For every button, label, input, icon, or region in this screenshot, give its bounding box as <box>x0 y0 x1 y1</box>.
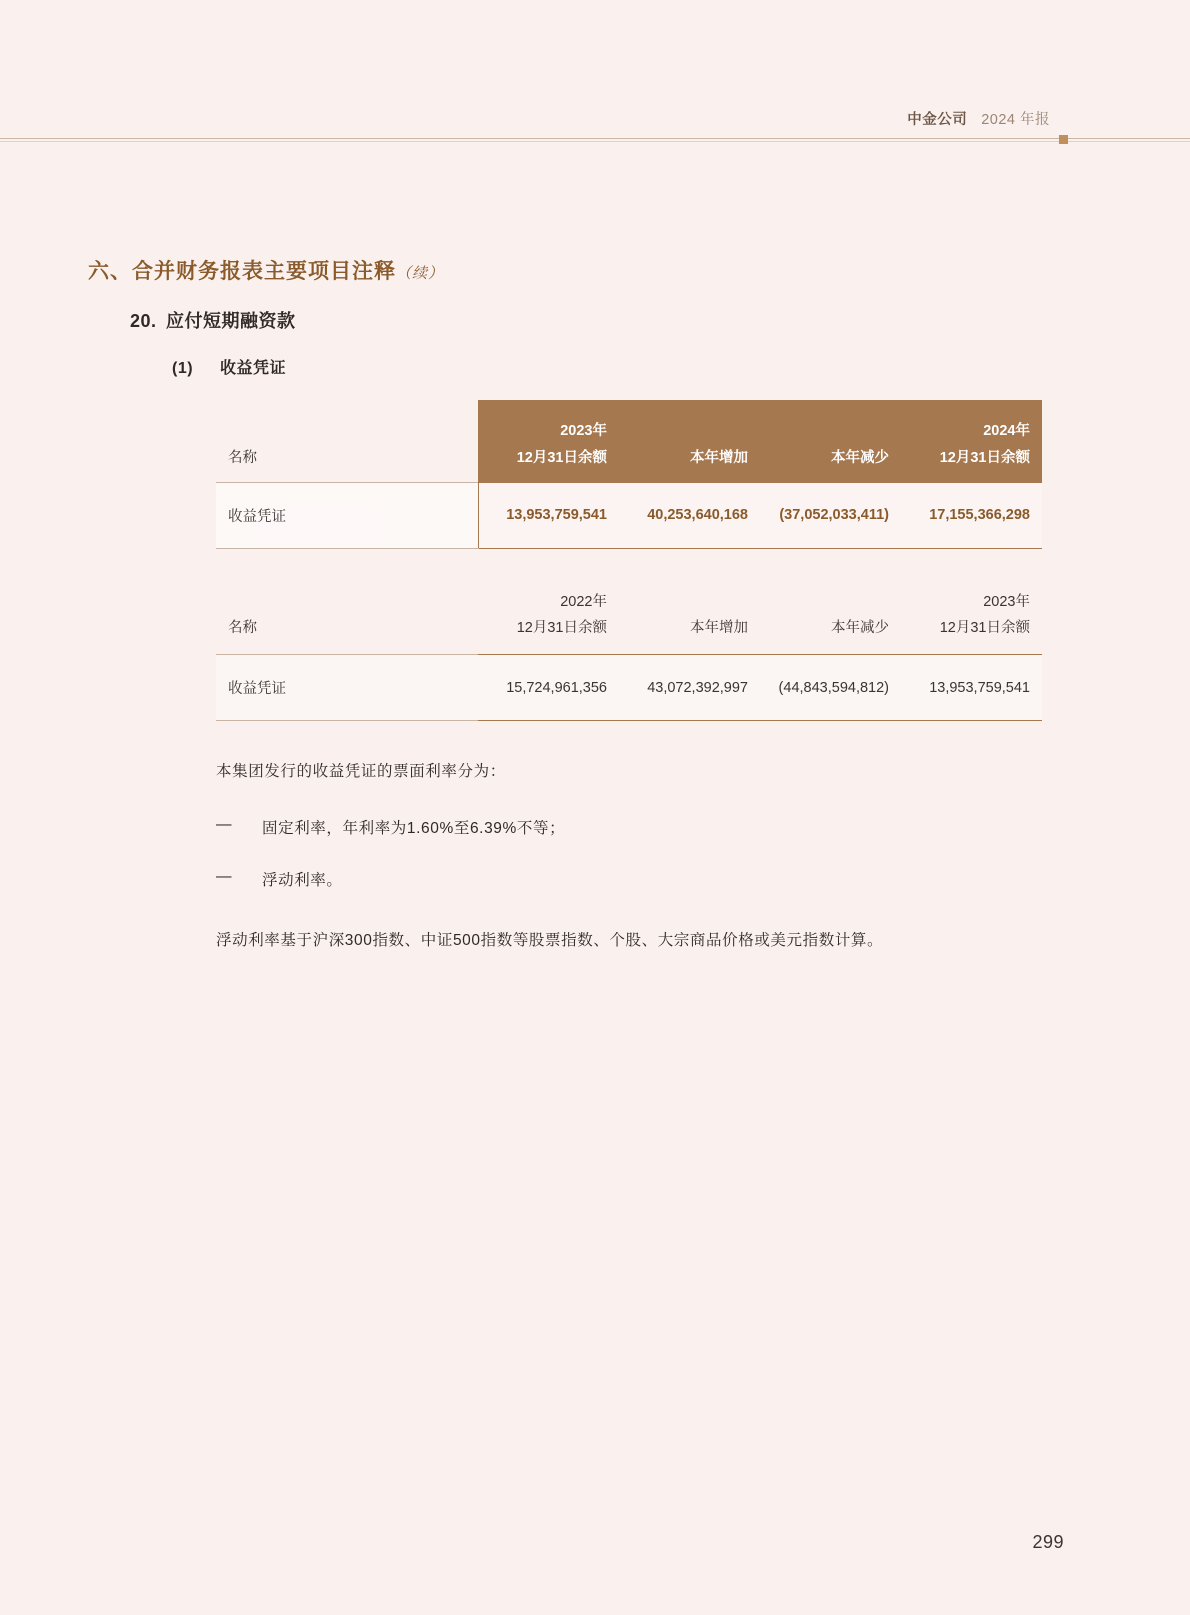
cell-decrease: (44,843,594,812) <box>760 655 901 721</box>
table-income-certificates-2024 <box>216 400 1042 549</box>
cell-closing-balance: 17,155,366,298 <box>901 482 1042 548</box>
column-header-opening-year: 2022年 <box>560 593 607 610</box>
subsection-number: 20. <box>130 311 157 331</box>
cell-increase: 40,253,640,168 <box>619 482 760 548</box>
cell-row-name: 收益凭证 <box>216 655 478 721</box>
note-bullet-item-1 <box>216 816 1190 838</box>
cell-opening-balance: 15,724,961,356 <box>478 655 619 721</box>
column-header-opening-balance <box>478 589 619 655</box>
column-header-decrease-label: 本年减少 <box>831 449 889 466</box>
note-intro-paragraph: 本集团发行的收益凭证的票面利率分为： <box>216 763 506 781</box>
item-number: (1) <box>172 360 194 377</box>
column-header-decrease <box>760 400 901 482</box>
table-row <box>216 655 1042 721</box>
subsection-heading <box>130 307 1190 333</box>
section-title-text: 六、合并财务报表主要项目注释 <box>88 260 396 283</box>
cell-opening-balance: 13,953,759,541 <box>478 482 619 548</box>
column-header-decrease <box>760 589 901 655</box>
note-bullet-item-2 <box>216 868 1190 890</box>
table-header-row <box>216 400 1042 482</box>
page-content <box>0 255 1190 954</box>
column-header-opening-balance <box>478 400 619 482</box>
column-header-closing-balance <box>901 589 1042 655</box>
note-bullet-text-1: 固定利率，年利率为1.60%至6.39%不等； <box>262 819 566 837</box>
column-header-closing-year: 2023年 <box>983 593 1030 610</box>
page-number: 299 <box>1032 1532 1064 1552</box>
column-header-increase-label: 本年增加 <box>690 449 748 466</box>
cell-decrease: (37,052,033,411) <box>760 482 901 548</box>
table-row <box>216 482 1042 548</box>
header-year: 2024 年报 <box>981 112 1050 128</box>
table-header-row <box>216 589 1042 655</box>
note-closing-paragraph: 浮动利率基于沪深300指数、中证500指数等股票指数、个股、大宗商品价格或美元指数计算。 <box>216 931 884 949</box>
header-square-mark-icon <box>1059 135 1068 144</box>
page-header <box>0 108 1190 148</box>
column-header-increase <box>619 589 760 655</box>
column-header-decrease-label: 本年减少 <box>831 620 889 637</box>
item-heading <box>172 355 1190 378</box>
bullet-dash-icon: — <box>216 815 233 833</box>
cell-row-name: 收益凭证 <box>216 482 478 548</box>
subsection-label: 应付短期融资款 <box>166 311 296 331</box>
header-rule-secondary <box>0 141 1190 142</box>
header-company: 中金公司 <box>907 112 968 128</box>
column-header-closing-date: 12月31日余额 <box>939 620 1030 637</box>
column-header-name: 名称 <box>216 589 478 655</box>
section-title-continued: （续） <box>396 265 445 282</box>
column-header-increase-label: 本年增加 <box>690 620 748 637</box>
column-header-closing-date: 12月31日余额 <box>939 449 1030 466</box>
table-income-certificates-2023 <box>216 589 1042 722</box>
bullet-dash-icon: — <box>216 867 233 885</box>
column-header-opening-date: 12月31日余额 <box>516 620 607 637</box>
column-header-opening-year: 2023年 <box>560 423 607 439</box>
cell-closing-balance: 13,953,759,541 <box>901 655 1042 721</box>
section-title <box>88 255 1190 285</box>
header-rule-primary <box>0 138 1190 139</box>
column-header-closing-balance <box>901 400 1042 482</box>
cell-increase: 43,072,392,997 <box>619 655 760 721</box>
column-header-closing-year: 2024年 <box>983 423 1030 439</box>
header-title <box>907 108 1050 129</box>
note-bullet-text-2: 浮动利率。 <box>262 871 343 889</box>
column-header-increase <box>619 400 760 482</box>
column-header-opening-date: 12月31日余额 <box>516 449 607 466</box>
item-label: 收益凭证 <box>220 360 287 377</box>
column-header-name: 名称 <box>228 449 257 466</box>
